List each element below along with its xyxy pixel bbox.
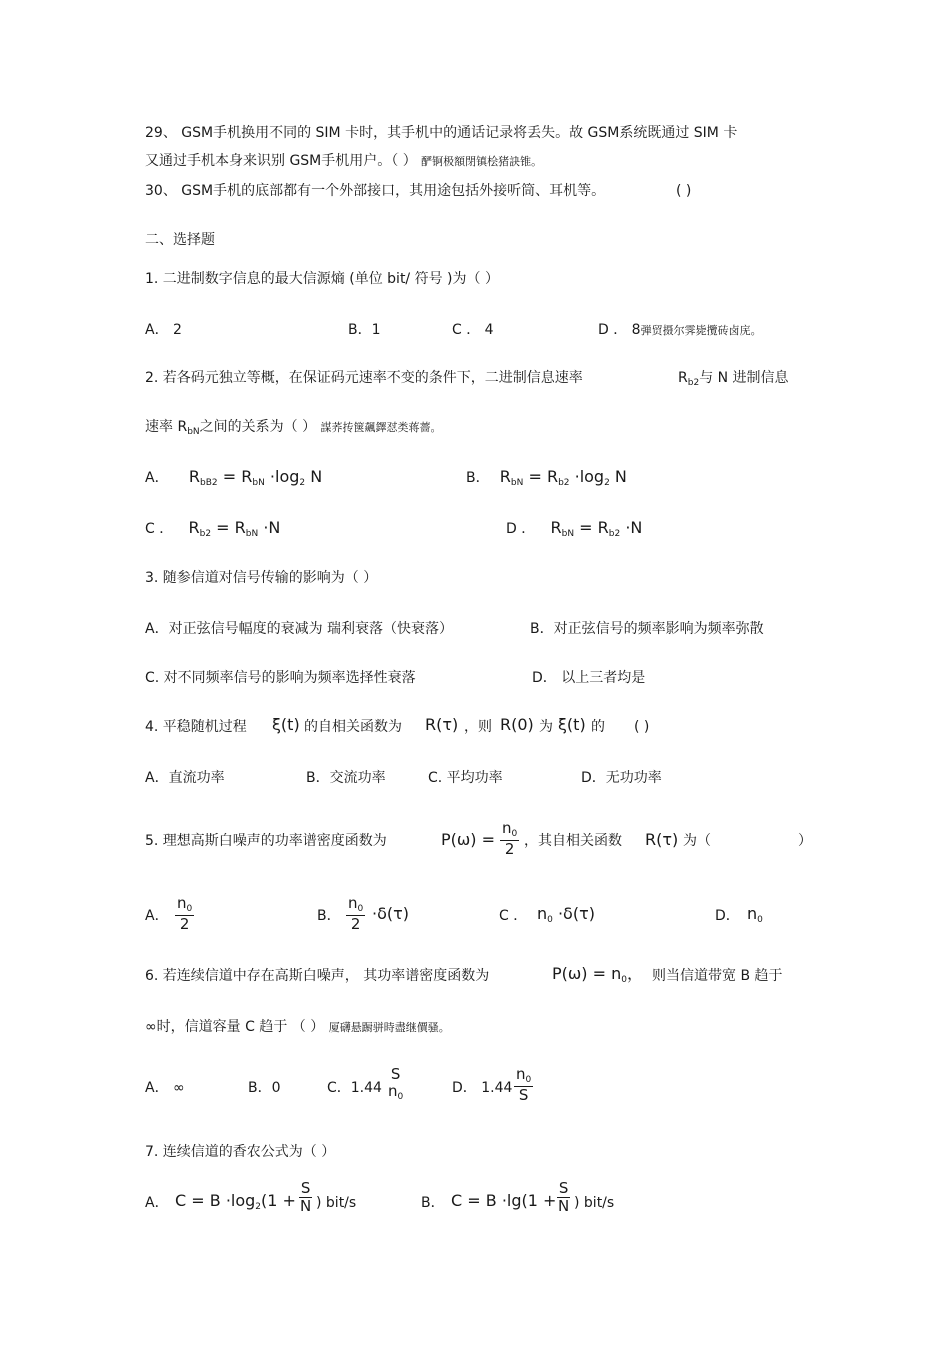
q7-option-a-frac: $\frac{S}{N}$	[300, 1179, 312, 1215]
q2-b-end: N	[609, 467, 627, 486]
q7-option-b-expr: C = B ·lg(1 +	[451, 1191, 557, 1210]
q6-p: P(ω) = n0，	[552, 964, 643, 985]
q2-c-label: C ．	[145, 521, 174, 537]
q6-stem-a: 6. 若连续信道中存在高斯白噪声， 其功率谱密度函数为	[145, 968, 490, 984]
q7-option-b-frac: $\frac{S}{N}$	[558, 1179, 570, 1215]
q2-line2-sub: bN	[187, 427, 200, 437]
q2-a-label: A．	[145, 470, 169, 486]
q2-a-tail: ·log	[264, 467, 300, 486]
q4-stem-e: 的	[591, 719, 605, 735]
q1-stem: 1. 二进制数字信息的最大信源熵 (单位 bit/ 符号 )为（ ）	[145, 271, 499, 287]
q2-c-s1: b2	[199, 529, 212, 539]
q2-b-expr: R	[499, 467, 511, 486]
q5-num: $n_0$	[502, 819, 518, 839]
q1-option-d	[598, 321, 762, 340]
section-title: 二、选择题	[145, 232, 215, 248]
q5-b-label: B．	[317, 908, 341, 924]
q2-a-s2: bN	[252, 478, 265, 488]
q5-option-c: n0 ·δ(τ)	[537, 904, 595, 925]
q7-a-tail: ) bit/s	[316, 1195, 357, 1211]
q2-a-s1: bB2	[200, 478, 218, 488]
q4-stem-b: 的自相关函数为	[304, 719, 402, 735]
q2-option-b	[466, 468, 627, 489]
q7-option-a-expr: C = B ·log2(1 +	[175, 1191, 296, 1212]
q2-c-end: ·N	[258, 518, 281, 537]
q2-option-a	[145, 468, 322, 489]
q6-c-label: C．1.44	[327, 1080, 382, 1096]
q30-paren: ( )	[676, 183, 692, 199]
q5-paren-end: ）	[798, 833, 812, 849]
q6-noise: 厦礴悬蹰骈時盡继價骚。	[328, 1021, 450, 1034]
q5-r: R(τ)	[645, 830, 679, 849]
q5-den: 2	[504, 840, 515, 858]
q1-option-d-text: D ． 8	[598, 322, 641, 338]
q2-stem-b: 与 N 进制信息	[699, 370, 789, 386]
q4-stem-d: 为	[539, 719, 553, 735]
q29-line1: 29、 GSM手机换用不同的 SIM 卡时，其手机中的通话记录将丢失。故 GSM系统既通过 SIM 卡	[145, 125, 738, 141]
q2-a-mid: = R	[217, 467, 253, 486]
q2-option-d	[506, 519, 642, 540]
q6-option-d-frac: $\frac{n_0}{S}$	[516, 1065, 532, 1104]
q4-option-a: A．直流功率	[145, 770, 225, 786]
q5-b-tail: ·δ(τ)	[372, 904, 409, 923]
q2-b-s1: bN	[510, 478, 524, 488]
q1-option-a: A． 2	[145, 322, 182, 338]
q2-a-end: N	[305, 467, 323, 486]
q2-a-expr: R	[188, 467, 201, 486]
q5-option-b-frac: $\frac{n_0}{2}$	[348, 894, 364, 933]
q2-stem-rb2	[678, 369, 789, 389]
q7-a-label: A．	[145, 1195, 169, 1211]
q3-option-b: B．对正弦信号的频率影响为频率弥散	[530, 621, 764, 637]
q4-r0: R(0)	[500, 715, 534, 734]
q2-line2-b: 之间的关系为（ ）	[199, 419, 317, 435]
q29-line2-text: 又通过手机本身来识别 GSM手机用户。（ ）	[145, 153, 417, 169]
q2-b-s3: 2	[604, 478, 610, 488]
q7-stem: 7. 连续信道的香农公式为（ ）	[145, 1144, 336, 1160]
q4-stem-c: ，则	[464, 719, 492, 735]
q3-option-a: A．对正弦信号幅度的衰减为 瑞利衰落（快衰落）	[145, 621, 454, 637]
q6-option-b: B．0	[248, 1080, 281, 1096]
q2-stem-line2	[145, 418, 442, 438]
q6-option-c-frac: S $n_0$	[388, 1065, 404, 1102]
q5-fraction	[498, 820, 521, 858]
q29-noise: 酽锕极額閉镇桧猪訣锥。	[421, 155, 543, 168]
q2-line2-a: 速率 R	[145, 419, 188, 435]
q7-b-label: B．	[421, 1195, 445, 1211]
q5-p: P(ω) =	[441, 830, 496, 849]
q5-stem-c: 为（	[683, 833, 711, 849]
q2-b-label: B．	[466, 470, 490, 486]
q4-paren: ( )	[634, 719, 650, 735]
q5-stem-b: ，其自相关函数	[524, 833, 622, 849]
q3-option-c: C. 对不同频率信号的影响为频率选择性衰落	[145, 670, 416, 686]
q2-b-mid: = R	[523, 467, 559, 486]
q4-xi1: ξ(t)	[272, 715, 300, 734]
q5-d-label: D．	[715, 908, 740, 924]
q5-option-d: n0	[747, 904, 763, 925]
q5-option-a-frac: $\frac{n_0}{2}$	[177, 894, 193, 933]
q2-noise: 謀荞抟箧飆鐸怼类蒋薔。	[320, 421, 442, 434]
q4-option-c: C. 平均功率	[428, 770, 503, 786]
q6-option-a: A． ∞	[145, 1080, 185, 1096]
q6-line2	[145, 1018, 450, 1037]
q5-stem-a: 5. 理想高斯白噪声的功率谱密度函数为	[145, 833, 387, 849]
q30-text: 30、 GSM手机的底部都有一个外部接口，其用途包括外接听筒、耳机等。	[145, 183, 606, 199]
q1-noise: 弾贸摄尔霁毙攬砖卤庑。	[640, 324, 762, 337]
q2-c-expr: R	[188, 518, 200, 537]
q4-option-d: D．无功功率	[581, 770, 662, 786]
q2-d-end: ·N	[620, 518, 643, 537]
q6-d-label: D． 1.44	[452, 1080, 513, 1096]
q2-d-expr: R	[550, 518, 562, 537]
q4-xi2: ξ(t)	[558, 715, 586, 734]
q6-stem-b: 则当信道带宽 B 趋于	[652, 968, 783, 984]
q2-stem-line1	[145, 369, 583, 387]
q2-option-c	[145, 519, 280, 540]
q6-line2-text: ∞时，信道容量 C 趋于 （ ）	[145, 1019, 325, 1035]
q5-a-label: A．	[145, 908, 169, 924]
q3-stem: 3. 随参信道对信号传输的影响为（ ）	[145, 570, 378, 586]
q4-option-b: B．交流功率	[306, 770, 386, 786]
q2-d-s2: b2	[608, 529, 621, 539]
q1-option-b: B．1	[348, 322, 381, 338]
q2-c-s2: bN	[245, 529, 259, 539]
q2-d-s1: bN	[561, 529, 575, 539]
q4-r: R(τ)	[425, 715, 459, 734]
q3-option-d: D． 以上三者均是	[532, 670, 646, 686]
q5-c-label: C ．	[499, 908, 528, 924]
q29-line2	[145, 152, 542, 171]
q2-rb2-sub: b2	[687, 378, 700, 388]
q1-option-c: C ． 4	[452, 322, 494, 338]
q2-rb2: R	[678, 370, 688, 386]
q2-a-s3: 2	[299, 478, 306, 488]
q4-stem-a: 4. 平稳随机过程	[145, 719, 247, 735]
q2-stem-a: 2. 若各码元独立等概，在保证码元速率不变的条件下，二进制信息速率	[145, 370, 583, 386]
q2-c-mid: = R	[211, 518, 246, 537]
q7-b-tail: ) bit/s	[574, 1195, 615, 1211]
q2-d-label: D ．	[506, 521, 536, 537]
q2-b-tail: ·log	[569, 467, 605, 486]
q2-b-s2: b2	[558, 478, 570, 488]
q2-d-mid: = R	[574, 518, 609, 537]
